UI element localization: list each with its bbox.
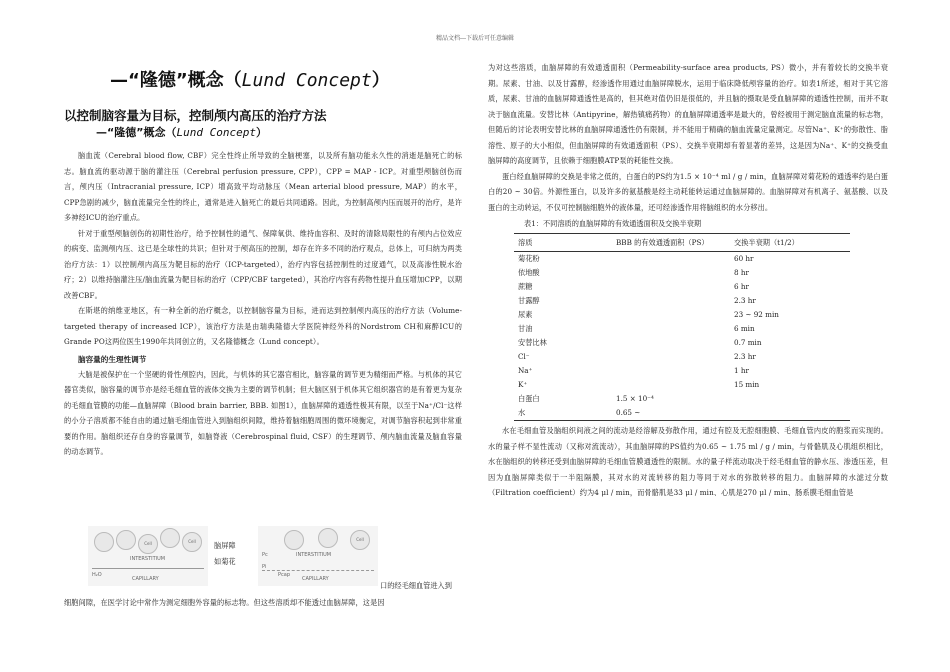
cell-icon [94,532,114,552]
title-suffix: ） [371,70,390,91]
table-cell [612,322,730,336]
table-cell: 安替比林 [518,338,547,347]
table-cell: Na⁺ [518,366,533,375]
table-cell [612,308,730,322]
header-note: 精品文档---下载后可任意编辑 [435,35,515,42]
figure-panel-right [258,526,378,586]
figure-side-text-c: 口的经毛细血管进入到 [380,581,452,590]
table-header-cell: 交换半衰期（t1/2） [734,238,799,247]
table-cell [612,350,730,364]
cell-icon [160,528,180,548]
table-header-row [514,234,850,252]
h2o-label: H₂O [92,572,102,578]
table-cell: 1 hr [734,366,749,375]
subtitle-suffix: ） [255,126,267,139]
table-cell: 23 ~ 92 min [734,310,779,319]
table-cell: 8 hr [734,268,749,277]
right-column [488,60,888,501]
figure-side-text-b: 如菊花 [214,557,236,566]
paragraph-water: 水在毛细血管及脑组织间液之间的流动是经溶解及弥散作用，通过有腔及无腔细胞膜、毛细血管内皮的胞浆而实现的。水的量子样不显性流动（又称对流流动），其血脑屏障的PS值约为0.65 ~ 1.75 ml / g / min，与骨骼肌及心肌组织相比，水在脑组织的转移还受到血脑屏障的毛细血管膜通透性的限制。水的量子样流动取决于经毛细血管的静水压、渗透压差，但因为血脑屏障类似于一半阻隔膜，其对水的对流转移的阻力等同于对水的弥散转移的阻力。血脑屏障的水滤过分数（Filtration coefficient）约为4 μl / min，而骨骼肌是33 μl / min、心肌是270 μl / min、肠系膜毛细血管是 [488,426,888,497]
paragraph-treatment: 针对于重型颅脑创伤的初期性治疗，给予控制性的通气、保障氧供、维持血容积、及时的清除局限性的有颅内占位效应的病变、监测颅内压、这已是全球性的共识；但针对于颅高压的控制，却存在许多不同的治疗观点，总体上，可归纳为两类治疗方法：1）以控制颅内高压为靶目标的治疗（ICP-targeted），治疗内容包括控制性的过度通气，以及高渗性脱水治疗；2）以维持脑灌注压/脑血流量为靶目标的治疗（CPP/CBF targeted），其治疗内容有药物性提升血压增加CPP，以期改善CBF。 [64,228,462,300]
paragraph-ps: 为对这些溶质，血脑屏障的有效通透面积（Permeability-surface area products, PS）微小，并有着较长的交换半衰期。尿素、甘油、以及甘露醇，经渗透作用通过血脑屏障脱水，运用于临床降低颅容量的治疗。如表1所述，相对于其它溶质，尿素、甘油的血脑屏障通透性是高的，但其绝对值仍旧是很低的，并且脑的摄取是受血脑屏障的通透性控制，而并不取决于脑血流量。安替比林（Antipyrine，解热镇痛药物）的血脑屏障通透率是最大的，曾经被用于测定脑血流量的标志物，但随后的讨论表明安替比林的血脑屏障通透性仍有限制，并不能用于精确的脑血流量定量测定。尽管Na⁺、K⁺的弥散性、脂溶性、原子的大小相似，但血脑屏障的有效通透面积（PS）、交换半衰期却有着显著的差异，这是因为Na⁺、K⁺的交换受血脑屏障的高度调节，且依赖于细胞膜ATP泵的耗能性交换。 [488,63,888,165]
table-cell [612,294,730,308]
table-cell: 6 min [734,324,755,333]
paragraph-continuation: 细胞间隙，在医学讨论中常作为测定细胞外容量的标志物。但这些溶质却不能透过血脑屏障，这是因 [64,598,385,607]
figure-side-text-a: 脑屏障 [214,541,236,550]
table-cell: 60 hr [734,254,754,263]
table-row [514,364,850,378]
paragraph-cbf: 脑血流（Cerebral blood flow, CBF）完全性终止所导致的全脑梗塞，以及所有脑功能永久性的消逝是脑死亡的标志。脑血流的驱动源于脑的灌注压（Cerebral perfusion pressure, CPP），CPP = MAP - ICP。对重型颅脑创伤而言，颅内压（Intracranial pressure, ICP）增高致平均动脉压（Mean arterial blood pressure, MAP）的水平，CPP急剧的减少，脑血流量完全性的终止，通常是进入脑死亡的最后共同通路。因此，为控制高颅内压而展开的治疗，是许多神经ICU的治疗重点。 [64,151,462,222]
left-bottom-text [64,595,462,611]
capillary-wall [262,570,374,571]
title-prefix: —“隆德”概念（ [110,70,242,91]
page-title [110,66,390,92]
cell-icon [116,530,136,550]
table-row [514,294,850,308]
table-cell: 甘露醇 [518,296,540,305]
table-cell: Cl⁻ [518,352,530,361]
table-row [514,336,850,350]
cell-icon [284,530,304,550]
table-row [514,308,850,322]
pi-label: Pi [262,564,267,570]
title-en: Lund Concept [241,70,372,91]
table-cell: 依地酸 [518,268,540,277]
table-cell: K⁺ [518,380,528,389]
table-cell: 0.65 ~ [616,408,641,417]
table-cell [612,252,730,267]
paragraph-brain-volume: 大脑是被保护在一个坚硬的骨性颅腔内，因此，与机体的其它器官相比，脑容量的调节更为精细而严格。与机体的其它器官类似，脑容量的调节亦是经毛细血管的液体交换为主要的调节机制；但大脑区别于机体其它组织器官的是有着更为复杂的毛细血管膜的功能—血脑屏障（Blood brain barrier, BBB. 如图1），血脑屏障的通透性极其有限，以至于Na⁺/Cl⁻这样的小分子溶质都不能自由的通过脑毛细血管进入到脑组织间隙，维持着脑细胞周围的微环境衡定，对调节脑容积起到非常重要的作用。脑组织还存自身的容量调节，如脑脊液（Cerebrospinal fluid, CSF）的生理调节、颅内脑血流量及脑血容量的动态调节。 [64,369,462,456]
table-header-cell: 溶质 [518,238,533,247]
table-row [514,252,850,267]
subtitle-line1: 以控制脑容量为目标，控制颅内高压的治疗方法 [64,108,327,123]
table-row [514,392,850,406]
paragraph-lund: 在斯堪的纳维亚地区，有一种全新的治疗概念，以控制脑容量为目标，进而达到控制颅内高压的治疗方法（Volume-targeted therapy of increased ICP），该治疗方法是由瑞典隆德大学医院神经外科的Nordstrom CH和麻醉ICU的Grande PO这两位医生1990年共同创立的，又名隆德概念（Lund concept）。 [64,306,462,346]
table-body [514,252,850,421]
table-cell [612,364,730,378]
subtitle-line2 [96,124,267,140]
cell-icon: Cell [182,532,202,552]
table-row [514,266,850,280]
table-cell: 尿素 [518,310,533,319]
cell-icon [318,528,338,548]
table-row [514,378,850,392]
capillary-label: CAPILLARY [302,576,329,582]
cell-icon: Cell [350,530,370,550]
table-cell [730,406,850,421]
table-cell: 菊花粉 [518,254,540,263]
interstitium-label: INTERSTITIUM [130,556,166,562]
table-cell: 1.5 × 10⁻⁴ [616,394,654,403]
subtitle-prefix: —“隆德”概念（ [96,126,177,139]
pcap-label: Pcap [278,572,291,578]
table-cell [730,392,850,406]
table-cell: 2.3 hr [734,296,756,305]
pc-label: Pc [262,552,268,558]
cell-icon: Cell [138,534,158,554]
capillary-label: CAPILLARY [132,576,159,582]
table-cell [612,266,730,280]
interstitium-label: INTERSTITIUM [296,552,332,558]
table-cell [612,336,730,350]
section-heading: 脑容量的生理性调节 [78,354,147,364]
paragraph-protein: 蛋白经血脑屏障的交换是非常之低的，白蛋白的PS约为1.5 × 10⁻⁴ ml / g / min，血脑屏障对菊花粉的通透率约是白蛋白的20 ~ 30倍。外源性蛋白，以及许多的氨基酸是经主动耗能转运通过血脑屏障的。血脑屏障对有机离子、氨基酸、以及蛋白的主动转运，不仅可控制脑细胞外的液体量，还可经渗透作用将脑组织的水分移出。 [488,171,888,212]
table-caption: 表1：不同溶质的血脑屏障的有效通透面积及交换半衰期 [524,219,702,228]
table-cell: 2.3 hr [734,352,756,361]
table-header-cell: BBB 的有效通透面积（PS） [616,238,709,247]
left-column [64,148,462,460]
table-cell: 15 min [734,380,760,389]
table-row [514,350,850,364]
table-cell [612,280,730,294]
table-cell: 6 hr [734,282,749,291]
table-row [514,322,850,336]
table-row [514,280,850,294]
table-cell: 甘油 [518,324,533,333]
solute-table [514,233,850,421]
subtitle-en: Lund Concept [176,126,256,139]
table-cell: 白蛋白 [518,394,540,403]
table-row [514,406,850,421]
table-cell: 蔗糖 [518,282,533,291]
table-cell: 水 [518,408,526,417]
table-cell: 0.7 min [734,338,762,347]
table-cell [612,378,730,392]
figure-bbb [88,522,458,594]
capillary-wall [92,568,204,569]
figure-panel-left [88,526,208,586]
